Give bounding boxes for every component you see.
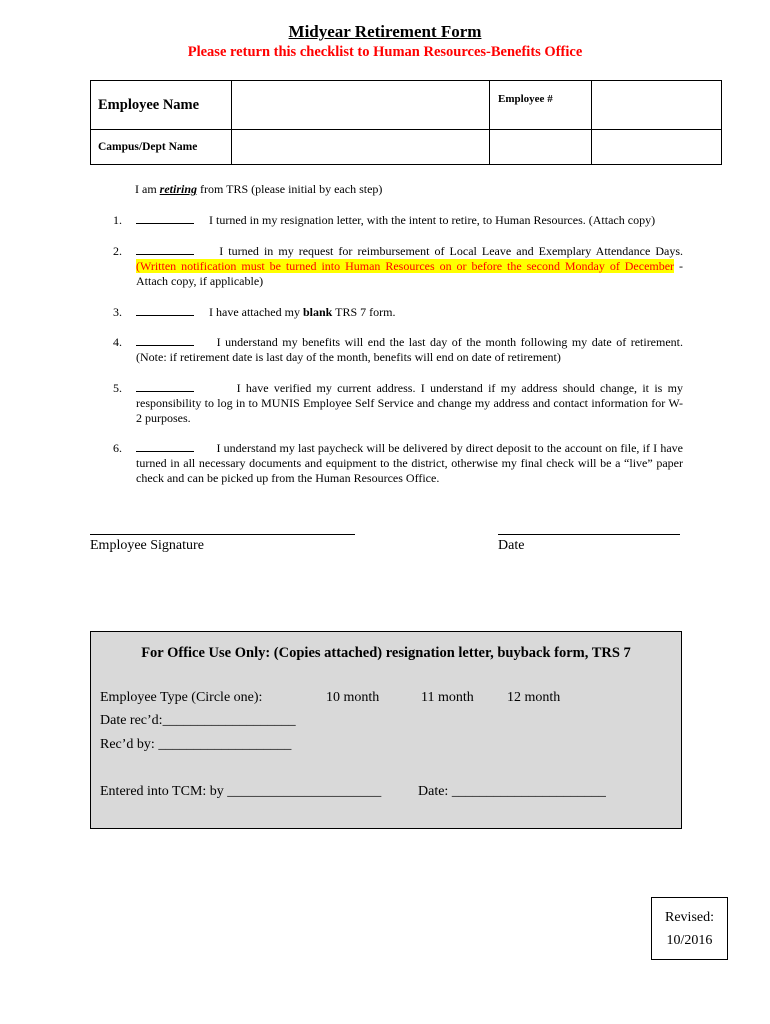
employee-type-label: Employee Type (Circle one): xyxy=(100,690,263,705)
revised-label: Revised: xyxy=(665,910,714,925)
initial-blank[interactable] xyxy=(136,381,194,392)
step-number: 3. xyxy=(113,305,122,319)
date-received-field[interactable]: Date rec’d:___________________ xyxy=(100,713,296,728)
campus-dept-field[interactable] xyxy=(232,130,490,165)
step-number: 1. xyxy=(113,213,122,227)
initial-blank[interactable] xyxy=(136,244,194,255)
revised-box xyxy=(651,897,728,960)
option-10-month[interactable]: 10 month xyxy=(326,690,380,705)
initial-blank[interactable] xyxy=(136,305,194,316)
intro-text: I am retiring from TRS (please initial by each step) xyxy=(135,182,383,196)
initial-blank[interactable] xyxy=(136,213,194,224)
step-text: I understand my last paycheck will be delivered by direct deposit to the account on file, if I have turned in all necessary documents and equipment to the district, otherwise my final check will be a “live” paper check and can be picked up from the Human Resources Office. xyxy=(136,441,684,485)
campus-dept-extra-cell-2[interactable] xyxy=(592,130,722,165)
option-12-month[interactable]: 12 month xyxy=(507,690,561,705)
employee-name-field[interactable] xyxy=(232,81,490,130)
revised-date: 10/2016 xyxy=(666,933,713,948)
employee-number-label: Employee # xyxy=(490,81,592,130)
employee-info-table xyxy=(90,80,722,165)
office-use-title: For Office Use Only: (Copies attached) resignation letter, buyback form, TRS 7 xyxy=(141,645,631,661)
step-text: I understand my benefits will end the last day of the month following my date of retirement. (Note: if retirement date is last day of the month, benefits will end on date of retirement) xyxy=(136,335,684,364)
initial-blank[interactable] xyxy=(136,335,194,346)
office-date-field[interactable]: Date: ______________________ xyxy=(418,784,606,799)
page-subtitle: Please return this checklist to Human Resources-Benefits Office xyxy=(187,44,583,60)
step-3 xyxy=(113,305,683,320)
step-bold-text: blank xyxy=(302,305,333,319)
step-tail-text: - Attach copy, if applicable) xyxy=(136,259,683,288)
step-2 xyxy=(113,244,683,289)
page-title: Midyear Retirement Form xyxy=(288,22,482,41)
step-4 xyxy=(113,335,683,365)
option-11-month[interactable]: 11 month xyxy=(421,690,474,705)
campus-dept-label: Campus/Dept Name xyxy=(91,130,232,165)
step-6 xyxy=(113,441,683,486)
step-text: I turned in my request for reimbursement of Local Leave and Exemplary Attendance Days. xyxy=(219,244,683,258)
initial-blank[interactable] xyxy=(136,441,194,452)
employee-signature-label: Employee Signature xyxy=(90,538,204,553)
employee-name-label: Employee Name xyxy=(91,81,232,130)
campus-dept-extra-cell[interactable] xyxy=(490,130,592,165)
employee-number-field[interactable] xyxy=(592,81,722,130)
signature-line[interactable] xyxy=(90,534,355,535)
step-highlight-text: (Written notification must be turned into Human Resources on or before the second Monday of December xyxy=(136,259,675,273)
step-number: 5. xyxy=(113,381,122,395)
received-by-field[interactable]: Rec’d by: ___________________ xyxy=(100,737,292,752)
step-1 xyxy=(113,213,683,228)
step-number: 6. xyxy=(113,441,122,455)
step-5 xyxy=(113,381,683,426)
date-line[interactable] xyxy=(498,534,680,535)
office-use-box xyxy=(90,631,682,829)
step-number: 4. xyxy=(113,335,122,349)
step-text: I turned in my resignation letter, with the intent to retire, to Human Resources. (Attach copy) xyxy=(209,213,656,227)
step-text: I have verified my current address. I understand if my address should change, it is my responsibility to log in to MUNIS Employee Self Service and change my address and contact information for W-2 purposes. xyxy=(136,381,683,425)
step-text-after: TRS 7 form. xyxy=(332,305,396,319)
step-text: I have attached my xyxy=(209,305,303,319)
step-number: 2. xyxy=(113,244,122,258)
entered-tcm-field[interactable]: Entered into TCM: by ______________________ xyxy=(100,784,382,799)
date-label: Date xyxy=(498,538,525,553)
